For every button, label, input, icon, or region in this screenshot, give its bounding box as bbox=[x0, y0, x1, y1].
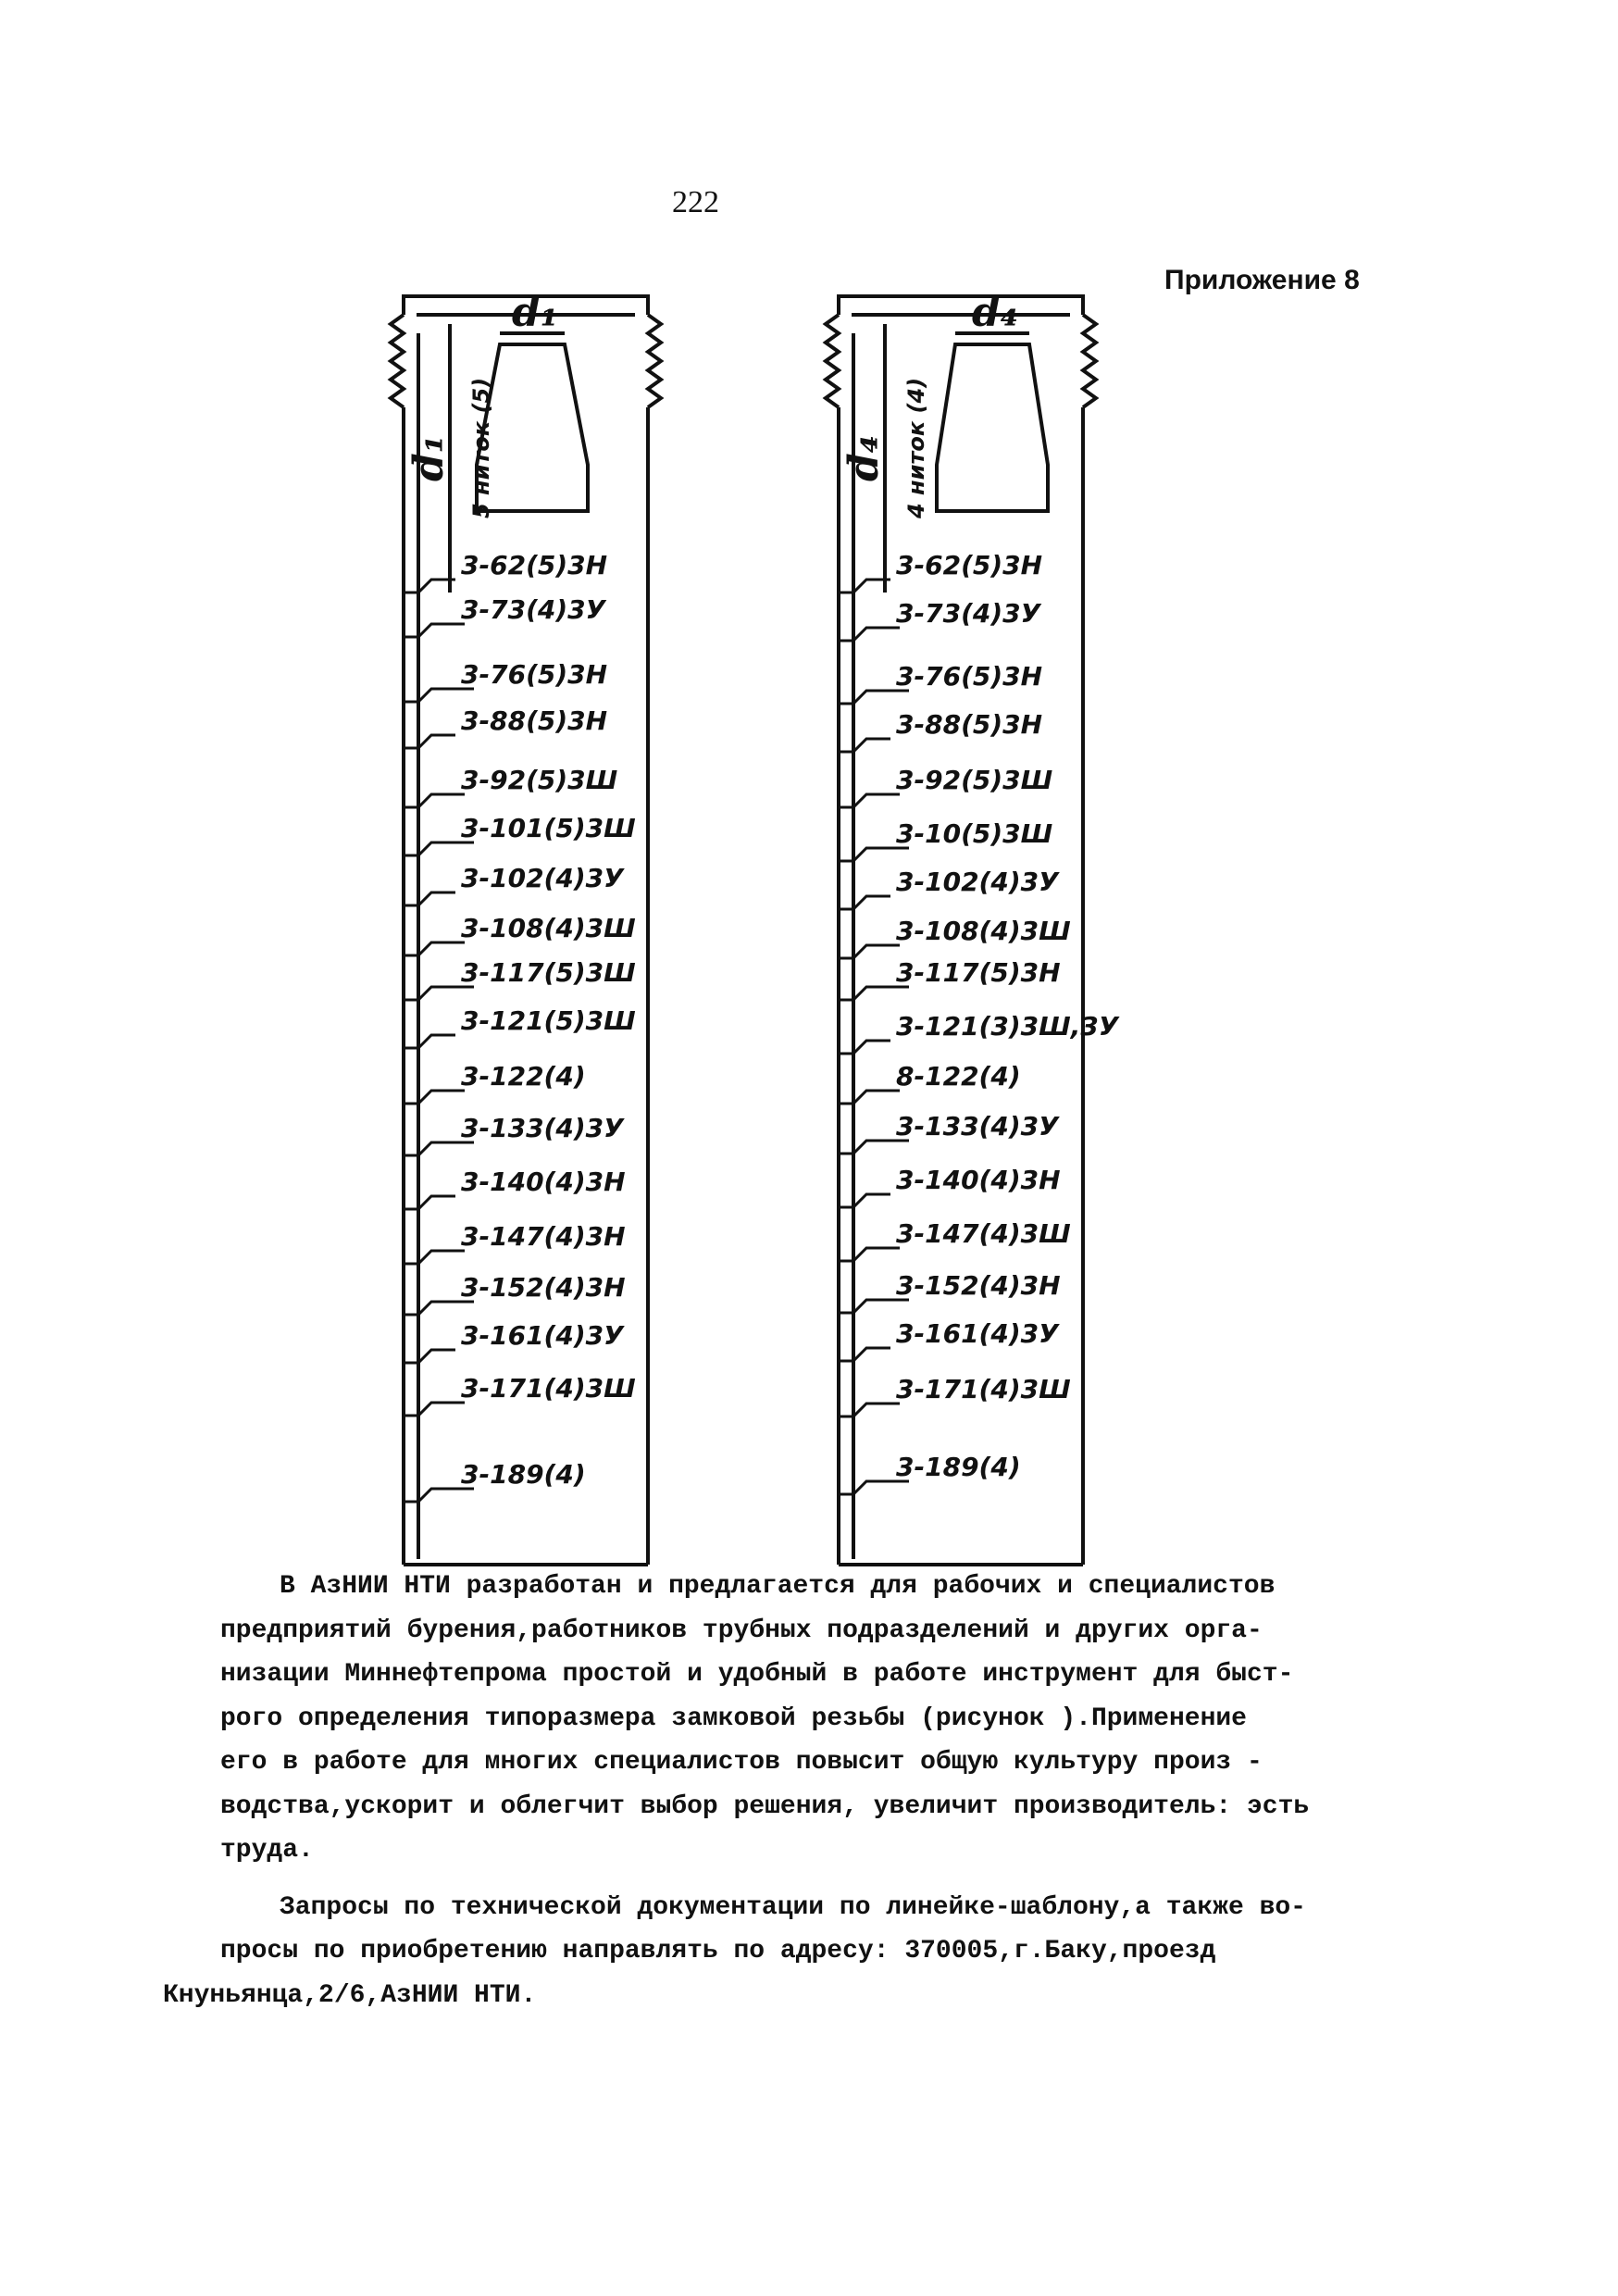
scale-mark bbox=[839, 1141, 909, 1154]
scale-mark bbox=[839, 1404, 900, 1416]
scale-mark bbox=[839, 1041, 890, 1054]
scale-mark bbox=[839, 739, 890, 752]
scale-mark-label: 3-76(5)3Н bbox=[896, 661, 1043, 692]
text-line: его в работе для многих специалистов повысит общую культуру произ - bbox=[220, 1748, 1263, 1777]
scale-mark-label: 3-152(4)3Н bbox=[461, 1272, 626, 1303]
ruler-thread-right bbox=[648, 315, 661, 407]
scale-mark bbox=[404, 987, 474, 1000]
scale-mark-label: 3-171(4)3Ш bbox=[461, 1373, 636, 1404]
scale-mark bbox=[839, 794, 900, 807]
scale-mark bbox=[404, 1091, 465, 1104]
ruler-thread-right bbox=[1083, 315, 1096, 407]
scale-mark bbox=[839, 896, 890, 909]
scale-mark bbox=[404, 842, 474, 855]
paragraph-1 bbox=[220, 1565, 1424, 1873]
scale-mark bbox=[839, 1248, 900, 1261]
scale-mark-label: 3-62(5)3Н bbox=[461, 550, 608, 580]
scale-mark-label: 3-161(4)3У bbox=[896, 1318, 1059, 1349]
scale-mark-label: 3-147(4)3Ш bbox=[896, 1218, 1071, 1249]
top-dimension-label: d₄ bbox=[972, 289, 1019, 336]
scale-mark bbox=[839, 628, 900, 641]
scale-mark-label: 3-76(5)3Н bbox=[461, 659, 608, 690]
text-line: Запросы по технической документации по линейке-шаблону,а также во- bbox=[280, 1892, 1306, 1922]
scale-mark-label: 3-108(4)3Ш bbox=[461, 913, 636, 943]
scale-mark bbox=[839, 945, 900, 958]
ruler-thread-left bbox=[391, 315, 404, 407]
scale-mark bbox=[404, 1251, 465, 1264]
text-line: предприятий бурения,работников трубных подразделений и других орга- bbox=[220, 1616, 1263, 1645]
scale-mark bbox=[839, 1481, 909, 1494]
page-number: 222 bbox=[672, 185, 719, 219]
scale-mark-label: 3-121(3)3Ш,3У bbox=[896, 1011, 1119, 1042]
threads-label: 5 ниток (5) bbox=[468, 377, 494, 518]
text-line: Кнуньянца,2/6,АзНИИ НТИ. bbox=[163, 1980, 537, 2010]
scale-mark-label: 3-121(5)3Ш bbox=[461, 1005, 636, 1036]
scale-mark-label: 3-117(5)3Ш bbox=[461, 957, 636, 988]
scale-mark-label: 3-122(4) bbox=[461, 1061, 586, 1092]
scale-mark-label: 3-152(4)3Н bbox=[896, 1270, 1061, 1301]
text-line: просы по приобретению направлять по адресу: 370005,г.Баку,проезд bbox=[220, 1937, 1216, 1965]
scale-mark bbox=[839, 580, 890, 593]
ruler-thread-left bbox=[826, 315, 839, 407]
scale-mark bbox=[404, 1403, 465, 1416]
scale-mark bbox=[839, 1091, 900, 1104]
scale-mark bbox=[839, 1348, 890, 1361]
scale-mark-label: 3-147(4)3Н bbox=[461, 1221, 626, 1252]
scale-mark-label: 3-73(4)3У bbox=[896, 598, 1041, 629]
scale-mark-label: 3-101(5)3Ш bbox=[461, 813, 636, 843]
scale-mark bbox=[404, 1302, 474, 1315]
scale-mark-label: 3-189(4) bbox=[461, 1459, 586, 1490]
scale-mark bbox=[404, 1196, 455, 1209]
scale-mark-label: 3-133(4)3У bbox=[896, 1111, 1059, 1142]
scale-mark bbox=[404, 689, 474, 702]
scale-mark-label: 3-108(4)3Ш bbox=[896, 916, 1071, 946]
gauge-profile bbox=[937, 344, 1048, 511]
ruler-left bbox=[391, 289, 661, 1565]
scale-mark bbox=[839, 1300, 909, 1313]
threads-label: 4 ниток (4) bbox=[903, 377, 929, 518]
scale-mark bbox=[839, 691, 909, 704]
text-line: рого определения типоразмера замковой резьбы (рисунок ).Применение bbox=[220, 1703, 1247, 1733]
paragraph-2 bbox=[163, 1886, 1424, 2018]
scale-mark bbox=[839, 987, 909, 1000]
scale-mark-label: 3-88(5)3Н bbox=[896, 709, 1043, 740]
scale-mark bbox=[404, 1350, 455, 1363]
scale-mark bbox=[404, 1035, 455, 1048]
scale-mark-label: 3-171(4)3Ш bbox=[896, 1374, 1071, 1404]
scale-mark-label: 8-122(4) bbox=[896, 1061, 1021, 1092]
scale-mark bbox=[404, 1142, 474, 1155]
scale-mark-label: 3-10(5)3Ш bbox=[896, 818, 1053, 849]
scale-mark bbox=[404, 942, 465, 955]
dimension-label: d₄ bbox=[840, 434, 888, 481]
scale-mark bbox=[404, 794, 465, 807]
scale-mark-label: 3-92(5)3Ш bbox=[896, 765, 1053, 795]
scale-mark-label: 3-102(4)3У bbox=[896, 867, 1059, 897]
top-dimension-label: d₁ bbox=[512, 289, 559, 336]
dimension-label: d₁ bbox=[405, 434, 453, 481]
scale-mark bbox=[404, 1489, 474, 1502]
scale-mark bbox=[404, 735, 455, 748]
text-line: труда. bbox=[220, 1836, 314, 1865]
scale-mark bbox=[404, 624, 465, 637]
scale-mark bbox=[839, 1194, 890, 1207]
ruler-right bbox=[826, 289, 1120, 1565]
text-line: водства,ускорит и облегчит выбор решения, увеличит производитель: эсть bbox=[220, 1791, 1310, 1821]
scale-mark-label: 3-88(5)3Н bbox=[461, 705, 608, 736]
scale-mark-label: 3-92(5)3Ш bbox=[461, 765, 618, 795]
scale-mark-label: 3-117(5)3Н bbox=[896, 957, 1061, 988]
scale-mark-label: 3-140(4)3Н bbox=[896, 1165, 1061, 1195]
scale-mark-label: 3-133(4)3У bbox=[461, 1113, 624, 1143]
scale-mark-label: 3-140(4)3Н bbox=[461, 1167, 626, 1197]
scale-mark-label: 3-62(5)3Н bbox=[896, 550, 1043, 580]
ruler-top-edge bbox=[839, 296, 1083, 315]
text-line: низации Миннефтепрома простой и удобный в работе инструмент для быст- bbox=[220, 1660, 1294, 1689]
scale-mark bbox=[839, 848, 909, 861]
scale-mark-label: 3-161(4)3У bbox=[461, 1320, 624, 1351]
appendix-title: Приложение 8 bbox=[1164, 265, 1360, 295]
scale-mark bbox=[404, 892, 455, 905]
scale-mark-label: 3-102(4)3У bbox=[461, 863, 624, 893]
scale-mark bbox=[404, 580, 455, 593]
scale-mark-label: 3-189(4) bbox=[896, 1452, 1021, 1482]
scale-mark-label: 3-73(4)3У bbox=[461, 594, 606, 625]
description-text bbox=[163, 1565, 1424, 2017]
text-line: В АзНИИ НТИ разработан и предлагается для рабочих и специалистов bbox=[280, 1572, 1276, 1601]
